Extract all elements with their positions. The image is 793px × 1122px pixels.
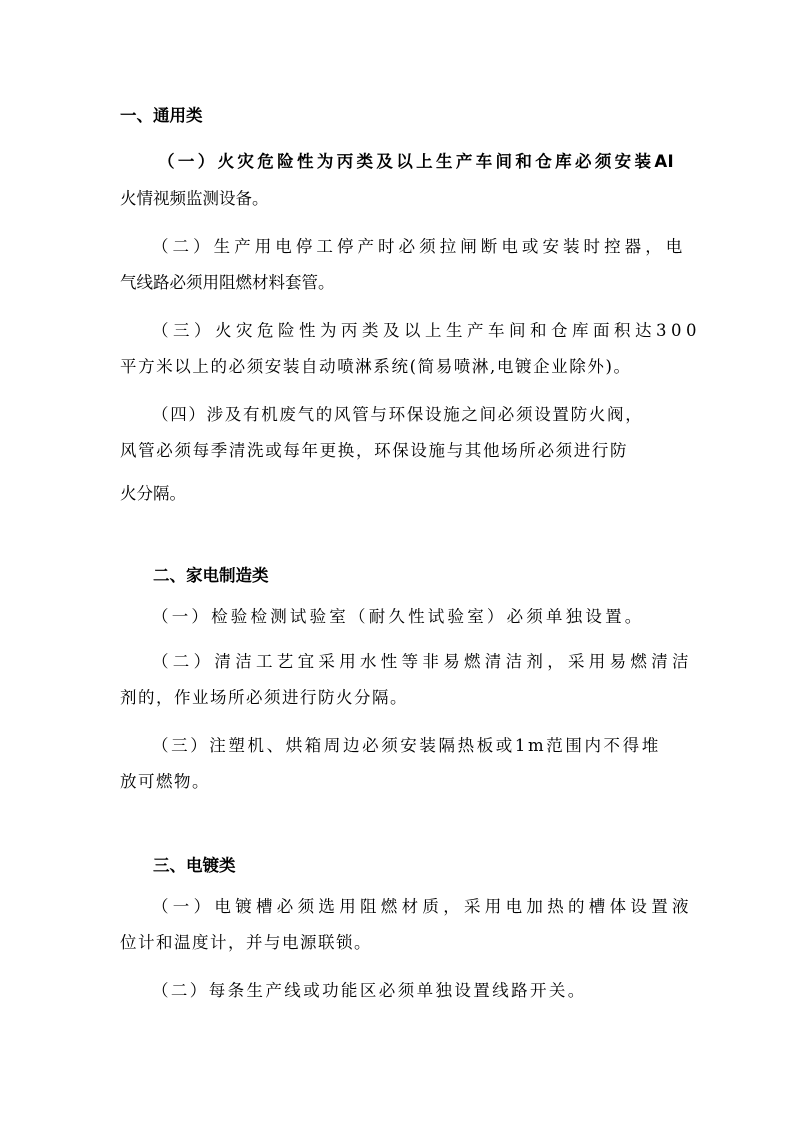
paragraph-line: 剂的，作业场所必须进行防火分隔。 bbox=[120, 688, 408, 707]
paragraph-line: （二）生产用电停工停产时必须拉闸断电或安装时控器，电 bbox=[152, 237, 687, 256]
paragraph-line: 放可燃物。 bbox=[120, 772, 210, 791]
paragraph-line: 平方米以上的必须安装自动喷淋系统(简易喷淋,电镀企业除外)。 bbox=[120, 357, 632, 376]
paragraph-line: 位计和温度计，并与电源联锁。 bbox=[120, 933, 372, 952]
paragraph-line: 火分隔。 bbox=[120, 484, 186, 503]
paragraph-line: 气线路必须用阻燃材料套管。 bbox=[120, 273, 335, 292]
paragraph-line: （二）每条生产线或功能区必须单独设置线路开关。 bbox=[152, 981, 587, 1000]
section-heading-general: 一、通用类 bbox=[120, 106, 203, 125]
paragraph-line: （二）清洁工艺宜采用水性等非易燃清洁剂，采用易燃清洁 bbox=[152, 652, 693, 671]
paragraph-line: （三）注塑机、烘箱周边必须安装隔热板或1m范围内不得堆 bbox=[152, 736, 661, 755]
paragraph-line: （一）电镀槽必须选用阻燃材质，采用电加热的槽体设置液 bbox=[152, 897, 693, 916]
paragraph-line: （三）火灾危险性为丙类及以上生产车间和仓库面积达300 bbox=[152, 321, 701, 340]
paragraph-line: （一）检验检测试验室（耐久性试验室）必须单独设置。 bbox=[152, 607, 645, 626]
section-heading-electroplating: 三、电镀类 bbox=[153, 856, 236, 875]
paragraph-line: （一）火灾危险性为丙类及以上生产车间和仓库必须安装AI bbox=[158, 152, 674, 171]
paragraph-line: （四）涉及有机废气的风管与环保设施之间必须设置防火阀， bbox=[152, 405, 644, 424]
paragraph-line: 风管必须每季清洗或每年更换，环保设施与其他场所必须进行防 bbox=[120, 441, 629, 460]
paragraph-line: 火情视频监测设备。 bbox=[120, 189, 269, 208]
section-heading-appliance: 二、家电制造类 bbox=[153, 566, 269, 585]
